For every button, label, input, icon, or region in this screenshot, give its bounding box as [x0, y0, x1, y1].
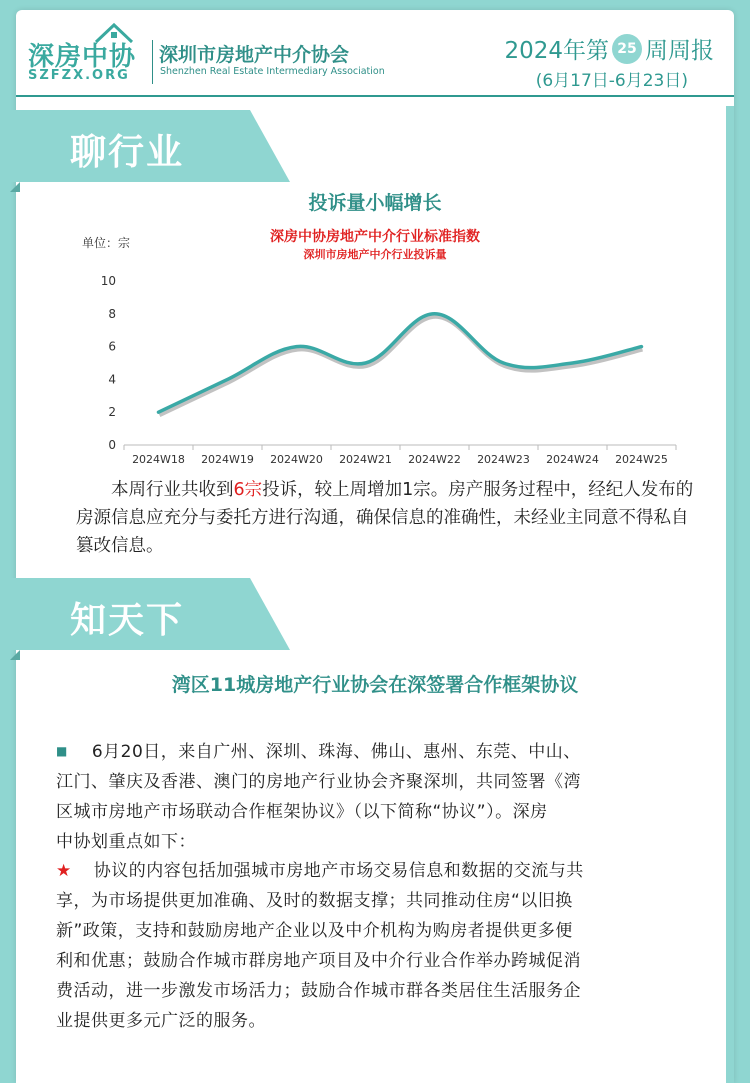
series-line-shadow	[160, 317, 643, 415]
news-line	[56, 856, 696, 886]
industry-paragraph	[76, 476, 694, 560]
section-title-industry: 聊行业	[70, 132, 185, 173]
chart-title: 深房中协房地产中介行业标准指数	[270, 229, 480, 245]
x-tick-label: 2024W21	[339, 453, 392, 465]
news-paragraph-1	[56, 736, 696, 857]
news-line: 享，为市场提供更加准确、及时的数据支撑；共同推动住房“以旧换	[56, 891, 573, 911]
band-fold-decoration	[10, 650, 20, 660]
report-suffix: 周周报	[645, 38, 714, 64]
header-divider	[16, 95, 734, 97]
news-paragraph-2	[56, 856, 696, 1036]
y-tick-label: 6	[108, 339, 116, 354]
series-line	[159, 314, 642, 412]
news-line: 利和优惠；鼓励合作城市群房地产项目及中介行业合作举办跨城促消	[56, 951, 581, 971]
news-line: 中协划重点如下：	[56, 832, 196, 852]
logo-text: 深房中协	[28, 42, 137, 72]
y-tick-label: 2	[108, 405, 116, 420]
chart-headline: 投诉量小幅增长	[308, 192, 442, 214]
y-tick-label: 10	[100, 274, 116, 288]
chart-unit-label: 单位：宗	[82, 236, 131, 250]
date-range: (6月17日-6月23日)	[535, 71, 688, 91]
x-tick-label: 2024W19	[201, 453, 254, 465]
paragraph-text-2: 投诉，较上周增加1宗。房产服务过程中，经纪人发布的房源信息应充分与委托方进行沟通，确保信息的准确性，未经业主同意不得私自篡改信息。	[76, 480, 694, 556]
news-headline: 湾区11城房地产行业协会在深签署合作框架协议	[171, 674, 579, 696]
y-tick-label: 4	[108, 372, 116, 387]
week-number-badge: 25	[612, 34, 642, 64]
news-line: 新”政策，支持和鼓励房地产企业以及中介机构为购房者提供更多便	[56, 921, 573, 941]
news-line-text: 6月20日，来自广州、深圳、珠海、佛山、惠州、东莞、中山、	[91, 742, 581, 762]
section-title-world: 知天下	[70, 600, 185, 641]
y-tick-label: 8	[108, 306, 116, 321]
complaint-line-chart	[76, 265, 696, 465]
news-line	[56, 736, 696, 767]
logo-url: SZFZX.ORG	[28, 68, 130, 83]
news-line-text: 协议的内容包括加强城市房地产市场交易信息和数据的交流与共	[93, 861, 584, 881]
report-page	[16, 10, 734, 1083]
news-line: 业提供更多元广泛的服务。	[56, 1011, 266, 1031]
x-tick-label: 2024W23	[477, 453, 530, 465]
x-tick-label: 2024W18	[132, 453, 185, 465]
news-line: 江门、肇庆及香港、澳门的房地产行业协会齐聚深圳，共同签署《湾	[56, 772, 581, 792]
square-bullet-icon: ■	[56, 744, 68, 758]
news-line: 费活动，进一步激发市场活力；鼓励合作城市群各类居住生活服务企	[56, 981, 581, 1001]
complaint-count-highlight: 6宗	[233, 480, 263, 500]
x-tick-label: 2024W24	[546, 453, 599, 465]
x-tick-label: 2024W22	[408, 453, 461, 465]
chart-subtitle: 深圳市房地产中介行业投诉量	[303, 248, 447, 261]
report-header	[16, 10, 734, 94]
association-name-en: Shenzhen Real Estate Intermediary Association	[160, 66, 385, 77]
x-tick-label: 2024W25	[615, 453, 668, 465]
y-tick-label: 0	[108, 438, 116, 452]
right-edge-decoration	[726, 106, 734, 1083]
x-tick-label: 2024W20	[270, 453, 323, 465]
news-line: 区城市房地产市场联动合作框架协议》（以下简称“协议”）。深房	[56, 802, 548, 822]
report-week-title	[504, 32, 714, 65]
report-prefix: 2024年第	[504, 38, 609, 64]
association-name-cn: 深圳市房地产中介协会	[159, 44, 350, 66]
paragraph-text-1: 本周行业共收到	[111, 480, 234, 500]
logo-divider	[152, 40, 153, 84]
star-bullet-icon: ★	[56, 861, 72, 881]
